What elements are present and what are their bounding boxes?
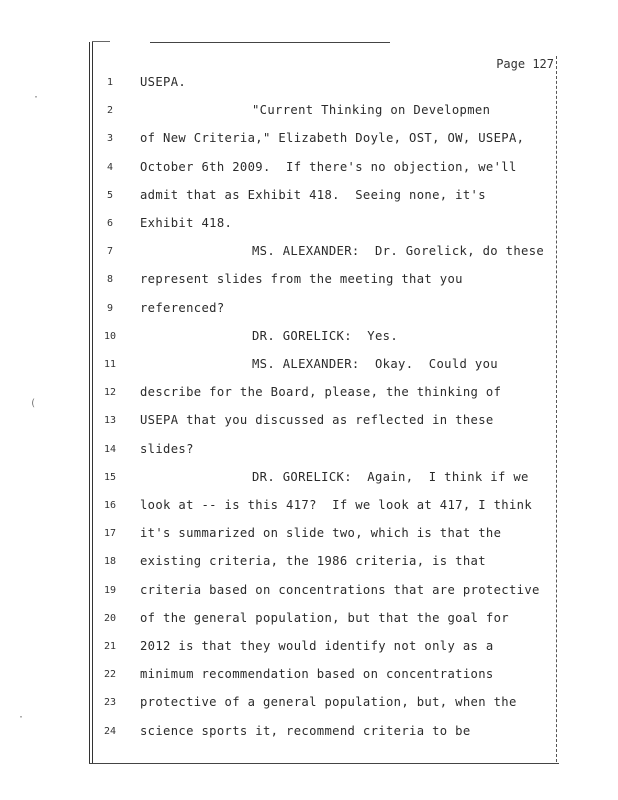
transcript-line — [0, 413, 618, 441]
line-text: October 6th 2009. If there's no objection, we'll — [140, 159, 517, 174]
line-text: existing criteria, the 1986 criteria, is that — [140, 554, 486, 569]
line-number: 11 — [103, 359, 117, 370]
line-number: 21 — [103, 641, 117, 652]
line-text: DR. GORELICK: Yes. — [252, 328, 399, 343]
line-number: 3 — [106, 133, 114, 145]
transcript-line — [0, 131, 618, 159]
line-number: 23 — [103, 697, 117, 709]
line-text: minimum recommendation based on concentrations — [140, 667, 494, 682]
line-text: slides? — [140, 441, 194, 456]
transcript-line — [0, 385, 618, 413]
transcript-line — [0, 442, 618, 470]
line-number: 6 — [106, 218, 114, 229]
line-text: look at -- is this 417? If we look at 417, I think — [140, 498, 533, 512]
line-text: of the general population, but that the goal for — [140, 610, 509, 625]
line-number: 22 — [103, 669, 117, 681]
transcript-line — [0, 75, 618, 103]
transcript-line — [0, 498, 618, 526]
line-number: 8 — [106, 274, 114, 286]
line-text: USEPA that you discussed as reflected in these — [140, 413, 494, 428]
transcript-line — [0, 695, 618, 723]
line-number: 20 — [103, 612, 117, 624]
line-text: referenced? — [140, 300, 225, 315]
transcript-line — [0, 357, 618, 385]
transcript-line — [0, 554, 618, 582]
line-text: criteria based on concentrations that are protective — [140, 582, 540, 597]
line-text: MS. ALEXANDER: Dr. Gorelick, do these — [252, 244, 545, 259]
transcript-line — [0, 216, 618, 244]
line-text: "Current Thinking on Developmen — [252, 103, 491, 118]
line-text: MS. ALEXANDER: Okay. Could you — [252, 357, 498, 371]
scan-speck: ( — [30, 398, 37, 409]
line-text: 2012 is that they would identify not only as a — [140, 639, 494, 653]
line-number: 15 — [103, 471, 117, 483]
scan-speck: · — [18, 712, 25, 723]
transcript-line — [0, 526, 618, 554]
line-number: 7 — [106, 246, 114, 258]
transcript-line — [0, 470, 618, 498]
line-text: admit that as Exhibit 418. Seeing none, it's — [140, 187, 486, 202]
transcript-line — [0, 301, 618, 329]
line-text: USEPA. — [140, 75, 187, 89]
line-text: science sports it, recommend criteria to be — [140, 723, 471, 738]
line-text: it's summarized on slide two, which is that the — [140, 526, 502, 541]
transcript-line — [0, 611, 618, 639]
line-number: 1 — [106, 77, 114, 88]
transcript-line — [0, 244, 618, 272]
line-number: 5 — [106, 189, 114, 201]
transcript-line — [0, 272, 618, 300]
line-number: 17 — [103, 528, 117, 540]
top-rule — [150, 42, 390, 43]
line-number: 13 — [103, 415, 117, 427]
line-text: describe for the Board, please, the thinking of — [140, 385, 502, 400]
line-number: 4 — [106, 161, 114, 173]
line-number: 9 — [106, 302, 114, 314]
top-rule-short — [92, 41, 110, 42]
line-number: 2 — [106, 105, 114, 117]
transcript-line — [0, 103, 618, 131]
line-text: Exhibit 418. — [140, 216, 233, 230]
page-number: Page 127 — [496, 57, 554, 71]
transcript-line — [0, 639, 618, 667]
line-number: 14 — [103, 443, 117, 455]
transcript-line — [0, 583, 618, 611]
line-number: 10 — [103, 330, 117, 342]
line-number: 18 — [103, 556, 117, 568]
line-text: DR. GORELICK: Again, I think if we — [252, 469, 529, 484]
line-number: 19 — [103, 584, 117, 596]
line-number: 12 — [103, 387, 117, 399]
transcript-line — [0, 160, 618, 188]
line-text: represent slides from the meeting that you — [140, 272, 463, 287]
transcript-line — [0, 724, 618, 752]
line-number: 24 — [103, 725, 117, 737]
line-text: protective of a general population, but, when the — [140, 695, 517, 710]
transcript-line — [0, 188, 618, 216]
transcript-line — [0, 667, 618, 695]
transcript-line — [0, 329, 618, 357]
line-text: of New Criteria," Elizabeth Doyle, OST, OW, USEPA, — [140, 131, 525, 146]
bottom-rule — [89, 763, 559, 764]
line-number: 16 — [103, 500, 117, 511]
scan-speck: · — [33, 92, 40, 103]
